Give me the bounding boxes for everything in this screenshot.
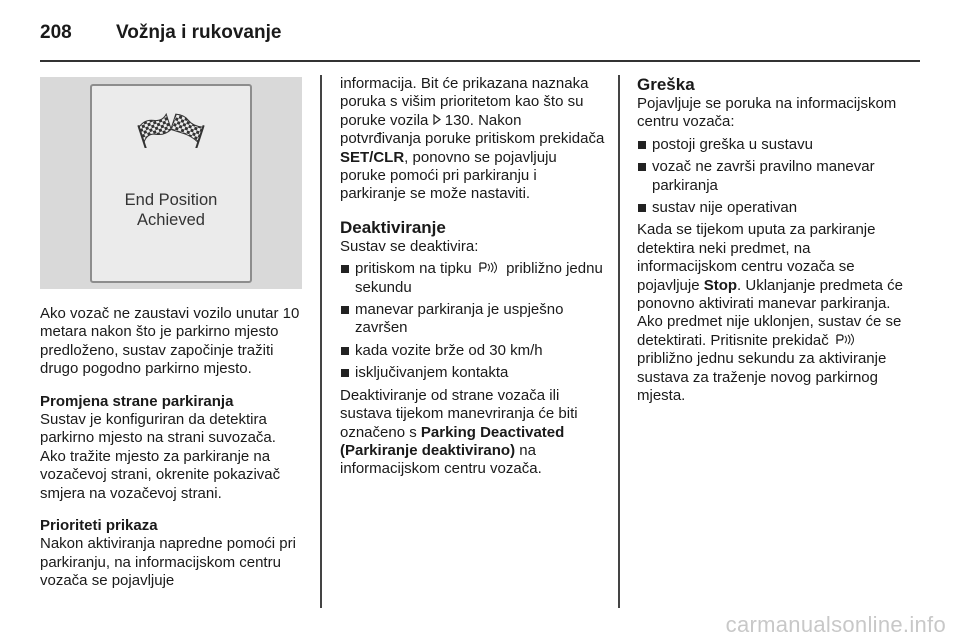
display-message	[125, 190, 218, 230]
note-end-text: na informacijskom centru vozača.	[340, 441, 542, 478]
list-item: sustav nije operativan	[637, 199, 912, 217]
deactivation-section	[340, 218, 605, 479]
error-heading: Greška	[637, 75, 695, 94]
deactivation-heading: Deaktiviranje	[340, 217, 446, 237]
priority-heading: Prioriteti prikaza	[40, 517, 158, 535]
chapter-title: Vožnja i rukovanje	[116, 22, 282, 43]
parking-assist-icon	[835, 333, 857, 346]
side-change-paragraph: Sustav je konfiguriran da detektira parkirno mjesto na strani suvozača. Ako tražite mjesto za parkiranje na vozačevoj strani, okrenite pokazivač smjera na vozačevoj strani.	[40, 411, 281, 502]
body-text: Kada se tijekom uputa za parkiranje detektira neki predmet, na informacijskom centru vozača se pojavljuje	[637, 221, 876, 294]
info-display-screen	[90, 84, 252, 283]
triangle-right-icon	[433, 114, 441, 125]
error-intro: Pojavljuje se poruka na informacijskom centru vozača:	[637, 95, 897, 131]
list-item: postoji greška u sustavu	[637, 136, 912, 154]
page-reference-text: 130. Nakon potvrđivanja poruke pritiskom prekidača	[340, 111, 605, 148]
parking-assist-icon	[478, 261, 500, 274]
set-clr-label: SET/CLR	[340, 148, 405, 166]
continuation-end-text: , ponovno se pojavljuju poruke pomoći pri parkiranju i parkiranje se može nastaviti.	[340, 148, 557, 203]
list-item: isključivanjem kontakta	[340, 364, 605, 382]
list-item: vozač ne završi pravilno manevar parkiranja	[637, 158, 912, 195]
header-rule	[40, 60, 920, 62]
body-text: približno jednu sekundu za aktiviranje sustava za traženje novog parkirnog mjesta.	[637, 350, 887, 405]
watermark: carmanualsonline.info	[725, 612, 946, 637]
bullet-text: pritiskom na tipku	[355, 260, 472, 278]
bullet-text: približno jednu sekundu	[355, 260, 603, 296]
continuation-text: informacija. Bit će prikazana naznaka poruka s višim prioritetom kao što su poruke vozila	[340, 75, 589, 129]
list-item: kada vozite brže od 30 km/h	[340, 342, 605, 360]
display-line-2: Achieved	[137, 210, 205, 229]
deactivation-note	[340, 387, 605, 479]
stop-label: Stop	[703, 276, 738, 294]
error-list	[637, 136, 912, 218]
error-body	[637, 221, 912, 405]
priority-paragraph: Nakon aktiviranja napredne pomoći pri parkiranju, na informacijskom centru vozača se pojavljuje	[40, 535, 296, 590]
priority-continuation	[340, 75, 605, 204]
deactivation-intro: Sustav se deaktivira:	[340, 237, 479, 255]
deactivation-list	[340, 260, 605, 382]
side-change-heading: Promjena strane parkiranja	[40, 392, 234, 410]
list-item	[340, 260, 605, 297]
body-text: . Uklanjanje predmeta će ponovno aktivirati manevar parkiranja. Ako predmet nije uklonjen, sustav će se detektirati. Pritisnite prekidač	[637, 276, 903, 349]
column-1	[40, 75, 305, 591]
display-line-1: End Position	[124, 190, 218, 209]
display-illustration	[40, 77, 302, 289]
column-3	[637, 75, 912, 420]
intro-paragraph: Ako vozač ne zaustavi vozilo unutar 10 metara nakon što je parkirno mjesto predloženo, sustav započinje tražiti drugo pogodno parkirno mjesto.	[40, 305, 300, 378]
page-header	[40, 16, 281, 50]
note-text: Deaktiviranje od strane vozača ili sustava tijekom manevriranja će biti označeno s	[340, 386, 578, 441]
list-item: manevar parkiranja je uspješno završen	[340, 301, 605, 338]
column-divider	[320, 75, 322, 608]
parking-deactivated-label: Parking Deactivated (Parkiranje deaktivirano)	[340, 423, 565, 459]
column-2	[340, 75, 605, 493]
checkered-flags-icon	[134, 112, 208, 148]
column-divider	[618, 75, 620, 608]
page-number: 208	[40, 22, 72, 43]
